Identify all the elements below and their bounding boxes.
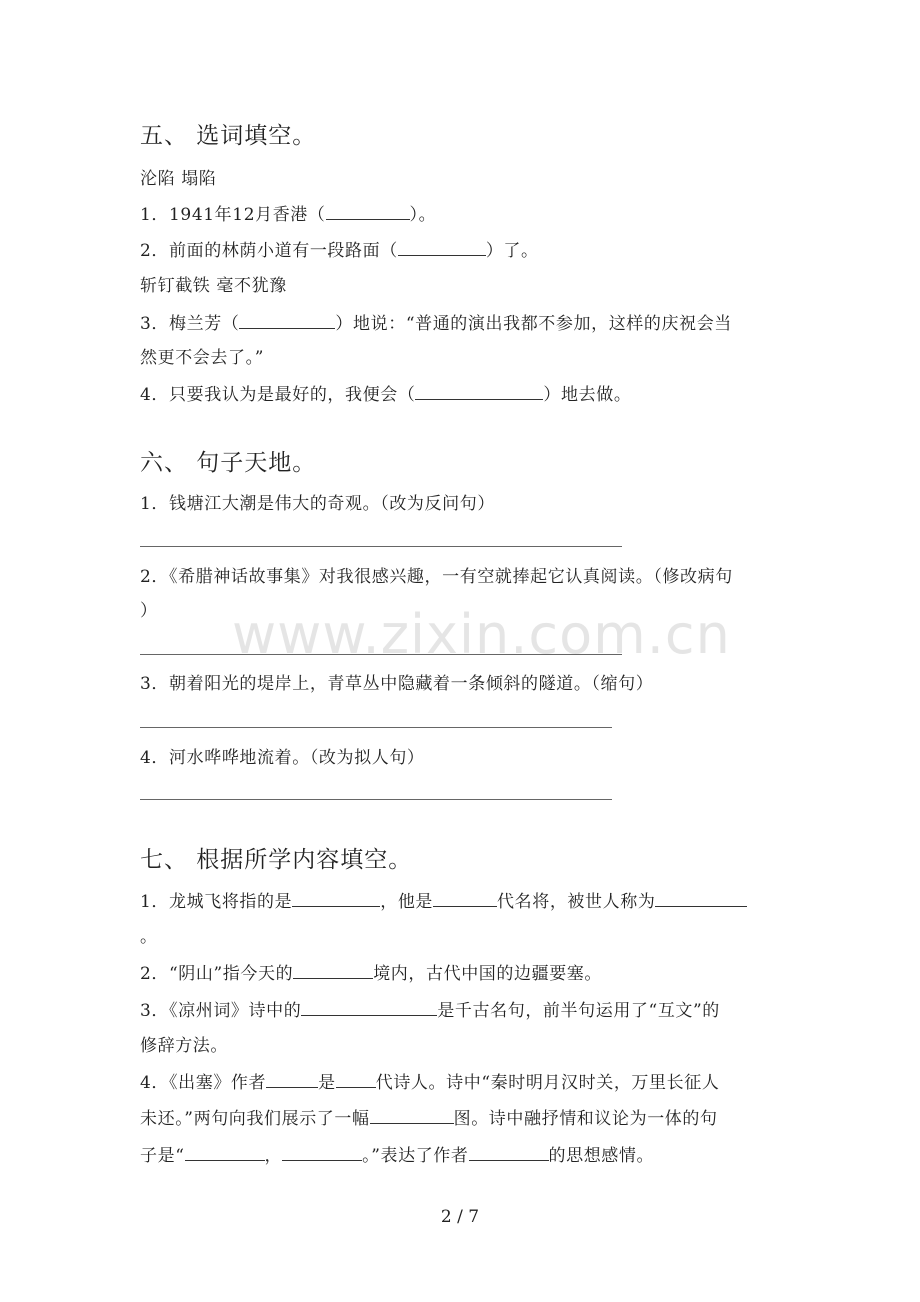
question-5-4	[140, 382, 631, 407]
q-text: 图。诗中融抒情和议论为一体的句	[453, 1109, 718, 1129]
section-7-title: 七、 根据所学内容填空。	[140, 847, 413, 873]
question-7-4-line2	[140, 1106, 718, 1131]
question-7-4-line3	[140, 1143, 654, 1168]
word-choices-2: 斩钉截铁 毫不犹豫	[140, 276, 287, 296]
q-text: 境内，古代中国的边疆要塞。	[373, 964, 603, 984]
q-text: 3．《凉州词》诗中的	[140, 1001, 302, 1021]
answer-blank[interactable]	[266, 1070, 318, 1088]
answer-blank[interactable]	[370, 1106, 454, 1124]
q-text: 代名将，被世人称为	[497, 892, 656, 912]
q-text: ）了。	[485, 241, 539, 261]
answer-blank[interactable]	[293, 961, 373, 979]
question-5-3	[140, 311, 732, 336]
answer-blank[interactable]	[185, 1143, 265, 1161]
q-text: 代诗人。诗中“秦时明月汉时关，万里长征人	[375, 1073, 720, 1093]
question-7-3	[140, 998, 720, 1023]
question-7-1	[140, 889, 747, 914]
question-6-1: 1．钱塘江大潮是伟大的奇观。（改为反问句）	[140, 494, 495, 514]
answer-blank[interactable]	[292, 889, 380, 907]
answer-blank[interactable]	[336, 1070, 376, 1088]
q-text: 1．1941年12月香港（	[140, 205, 326, 225]
question-6-2: 2．《希腊神话故事集》对我很感兴趣，一有空就捧起它认真阅读。（修改病句	[140, 567, 733, 587]
answer-blank[interactable]	[282, 1143, 362, 1161]
answer-line[interactable]	[140, 727, 612, 728]
q-text: 子是“	[140, 1146, 185, 1166]
answer-blank[interactable]	[415, 382, 543, 400]
q-text: ）地去做。	[543, 385, 632, 405]
q-text: 未还。”两句向我们展示了一幅	[140, 1109, 370, 1129]
question-7-4	[140, 1070, 719, 1095]
answer-blank[interactable]	[398, 238, 486, 256]
q-text: 3．梅兰芳（	[140, 314, 240, 334]
question-7-1-cont: 。	[140, 927, 158, 947]
question-5-2	[140, 238, 539, 263]
question-7-2	[140, 961, 602, 986]
word-choices-1: 沦陷 塌陷	[140, 169, 217, 189]
q-text: ，他是	[380, 892, 434, 912]
question-5-3-cont: 然更不会去了。”	[140, 348, 264, 368]
answer-line[interactable]	[140, 799, 612, 800]
page-number: 2 / 7	[440, 1207, 480, 1227]
answer-blank[interactable]	[469, 1143, 549, 1161]
answer-line[interactable]	[140, 546, 622, 547]
answer-blank[interactable]	[326, 202, 410, 220]
q-text: ）地说：“普通的演出我都不参加，这样的庆祝会当	[335, 314, 732, 334]
question-7-3-cont: 修辞方法。	[140, 1036, 228, 1056]
section-5-title: 五、 选词填空。	[140, 123, 317, 149]
q-text: 1．龙城飞将指的是	[140, 892, 293, 912]
q-text: 是千古名句，前半句运用了“互文”的	[437, 1001, 720, 1021]
q-text: 4．只要我认为是最好的，我便会（	[140, 385, 416, 405]
question-6-3: 3．朝着阳光的堤岸上，青草丛中隐藏着一条倾斜的隧道。（缩句）	[140, 674, 654, 694]
q-text: 。”表达了作者	[362, 1146, 469, 1166]
q-text: ）。	[409, 205, 437, 225]
q-text: 2．“阴山”指今天的	[140, 964, 294, 984]
q-text: 2．前面的林荫小道有一段路面（	[140, 241, 398, 261]
question-5-1	[140, 202, 436, 227]
answer-blank[interactable]	[239, 311, 335, 329]
q-text: 4．《出塞》作者	[140, 1073, 267, 1093]
watermark: www.zixin.com.cn	[232, 603, 731, 666]
question-6-2-cont: ）	[140, 601, 158, 621]
answer-blank[interactable]	[655, 889, 747, 907]
question-6-4: 4．河水哗哗地流着。（改为拟人句）	[140, 748, 425, 768]
q-text: 是	[318, 1073, 336, 1093]
answer-blank[interactable]	[433, 889, 497, 907]
q-text: 的思想感情。	[548, 1146, 655, 1166]
q-text: ，	[264, 1146, 283, 1166]
answer-blank[interactable]	[301, 998, 437, 1016]
section-6-title: 六、 句子天地。	[140, 450, 317, 476]
